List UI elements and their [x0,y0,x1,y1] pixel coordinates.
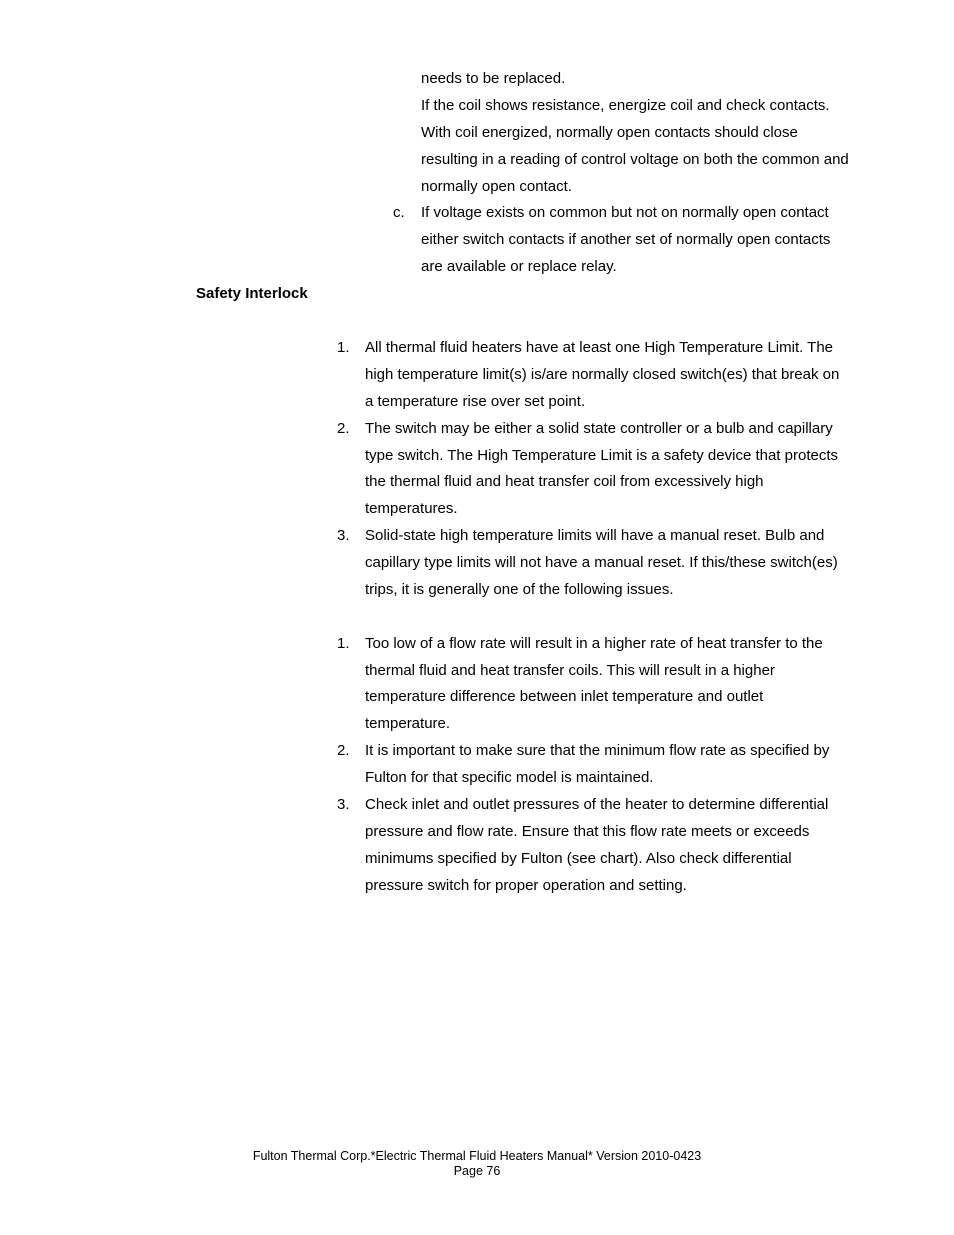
list1-marker-3: 3. [337,527,350,544]
top-line-4: resulting in a reading of control voltage on both the common and [421,151,849,168]
footer-title: Fulton Thermal Corp.*Electric Thermal Fluid Heaters Manual* Version 2010-0423 [252,1149,702,1163]
list2-item3-line4: pressure switch for proper operation and setting. [365,877,687,894]
list1-marker-1: 1. [337,339,350,356]
list2-item3-line2: pressure and flow rate. Ensure that this flow rate meets or exceeds [365,823,810,840]
top-line-1: needs to be replaced. [421,70,566,87]
list1-item2-line4: temperatures. [365,500,458,517]
top-line-3: With coil energized, normally open contacts should close [421,124,798,141]
top-line-2: If the coil shows resistance, energize coil and check contacts. [421,97,830,114]
list1-item1-line2: high temperature limit(s) is/are normally closed switch(es) that break on [365,366,840,383]
list2-item2-line1: It is important to make sure that the minimum flow rate as specified by [365,742,830,759]
list1-item1-line1: All thermal fluid heaters have at least one High Temperature Limit. The [365,339,834,356]
list2-item1-line4: temperature. [365,715,451,732]
list2-marker-1: 1. [337,635,350,652]
list2-item3-line1: Check inlet and outlet pressures of the heater to determine differential [365,796,829,813]
item-c-line-3: are available or replace relay. [421,258,617,275]
list1-item3-line3: trips, it is generally one of the following issues. [365,581,674,598]
list2-item1-line3: temperature difference between inlet temperature and outlet [365,688,764,705]
list2-item1-line2: thermal fluid and heat transfer coils. This will result in a higher [365,662,775,679]
list2-item1-line1: Too low of a flow rate will result in a higher rate of heat transfer to the [365,635,823,652]
top-line-5: normally open contact. [421,178,572,195]
list1-item2-line1: The switch may be either a solid state controller or a bulb and capillary [365,420,833,437]
list2-item2-line2: Fulton for that specific model is maintained. [365,769,654,786]
list1-item2-line3: the thermal fluid and heat transfer coil from excessively high [365,473,764,490]
list2-marker-2: 2. [337,742,350,759]
list1-item3-line2: capillary type limits will not have a manual reset. If this/these switch(es) [365,554,838,571]
footer-page-number: Page 76 [453,1164,501,1178]
item-c-line-2: either switch contacts if another set of normally open contacts [421,231,831,248]
item-c-line-1: If voltage exists on common but not on normally open contact [421,204,829,221]
list1-item1-line3: a temperature rise over set point. [365,393,586,410]
list1-item2-line2: type switch. The High Temperature Limit is a safety device that protects [365,447,838,464]
list1-item3-line1: Solid-state high temperature limits will have a manual reset. Bulb and [365,527,825,544]
item-c-marker: c. [393,204,405,221]
list2-item3-line3: minimums specified by Fulton (see chart). Also check differential [365,850,792,867]
list1-marker-2: 2. [337,420,350,437]
section-heading: Safety Interlock [196,285,308,302]
list2-marker-3: 3. [337,796,350,813]
